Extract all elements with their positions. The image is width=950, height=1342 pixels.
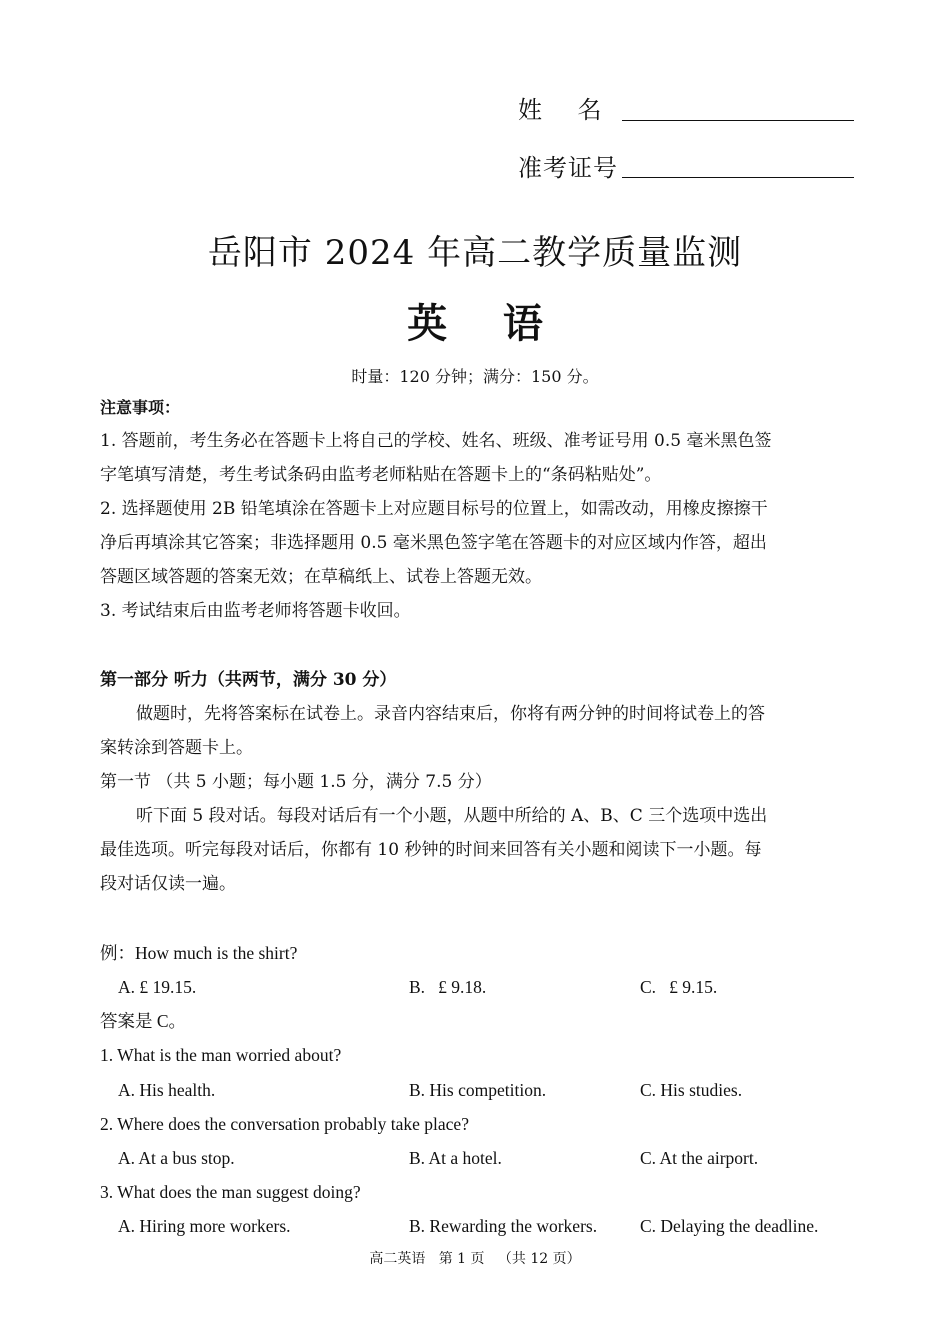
notice-line: 3. 考试结束后由监考老师将答题卡收回。 — [100, 601, 411, 621]
notice-line: 2. 选择题使用 2B 铅笔填涂在答题卡上对应题目标号的位置上，如需改动，用橡皮擦擦干 — [100, 499, 768, 519]
example-option-a: A. £ 19.15. — [118, 977, 197, 997]
notice-line: 字笔填写清楚，考生考试条码由监考老师粘贴在答题卡上的“条码粘贴处”。 — [100, 465, 662, 485]
page-title: 岳阳市 2024 年高二教学质量监测 — [207, 233, 743, 273]
notice-line: 答题区域答题的答案无效；在草稿纸上、试卷上答题无效。 — [100, 567, 542, 587]
question-option-c: C. At the airport. — [640, 1148, 759, 1168]
example-option-c: C. £ 9.15. — [640, 977, 718, 997]
part1-intro-line: 案转涂到答题卡上。 — [100, 738, 253, 758]
notice-line: 净后再填涂其它答案；非选择题用 0.5 毫米黑色签字笔在答题卡的对应区域内作答，超出 — [100, 533, 767, 553]
part1-intro-line: 做题时，先将答案标在试卷上。录音内容结束后，你将有两分钟的时间将试卷上的答 — [136, 704, 765, 724]
name-label: 姓 名 — [518, 96, 603, 124]
question-option-b: B. His competition. — [409, 1080, 547, 1100]
section1-heading: 第一节 （共 5 小题；每小题 1.5 分，满分 7.5 分） — [100, 772, 492, 792]
notice-heading: 注意事项： — [100, 398, 181, 417]
question-stem: 2. Where does the conversation probably take place? — [100, 1114, 469, 1134]
name-field[interactable] — [622, 120, 854, 121]
example-question: 例：How much is the shirt? — [100, 943, 298, 963]
example-option-b: B. £ 9.18. — [409, 977, 487, 997]
question-option-c: C. Delaying the deadline. — [640, 1216, 819, 1236]
section1-intro-line: 最佳选项。听完每段对话后，你都有 10 秒钟的时间来回答有关小题和阅读下一小题。每 — [100, 840, 762, 860]
question-option-b: B. Rewarding the workers. — [409, 1216, 598, 1236]
exam-id-field[interactable] — [622, 177, 854, 178]
exam-id-label: 准考证号 — [518, 154, 618, 182]
exam-info: 时量：120 分钟；满分：150 分。 — [351, 367, 599, 386]
example-answer: 答案是 C。 — [100, 1011, 187, 1031]
question-stem: 1. What is the man worried about? — [100, 1045, 342, 1065]
question-option-a: A. His health. — [118, 1080, 216, 1100]
page-footer: 高二英语 第 1 页 （共 12 页） — [369, 1251, 581, 1267]
notice-line: 1. 答题前，考生务必在答题卡上将自己的学校、姓名、班级、准考证号用 0.5 毫米黑色签 — [100, 431, 772, 451]
question-option-c: C. His studies. — [640, 1080, 743, 1100]
question-stem: 3. What does the man suggest doing? — [100, 1182, 361, 1202]
section1-intro-line: 听下面 5 段对话。每段对话后有一个小题，从题中所给的 A、B、C 三个选项中选出 — [136, 806, 768, 826]
subject-title: 英 语 — [407, 300, 543, 347]
question-option-a: A. At a bus stop. — [118, 1148, 235, 1168]
part1-heading: 第一部分 听力（共两节，满分 30 分） — [100, 670, 397, 690]
question-option-a: A. Hiring more workers. — [118, 1216, 291, 1236]
question-option-b: B. At a hotel. — [409, 1148, 502, 1168]
section1-intro-line: 段对话仅读一遍。 — [100, 874, 236, 894]
